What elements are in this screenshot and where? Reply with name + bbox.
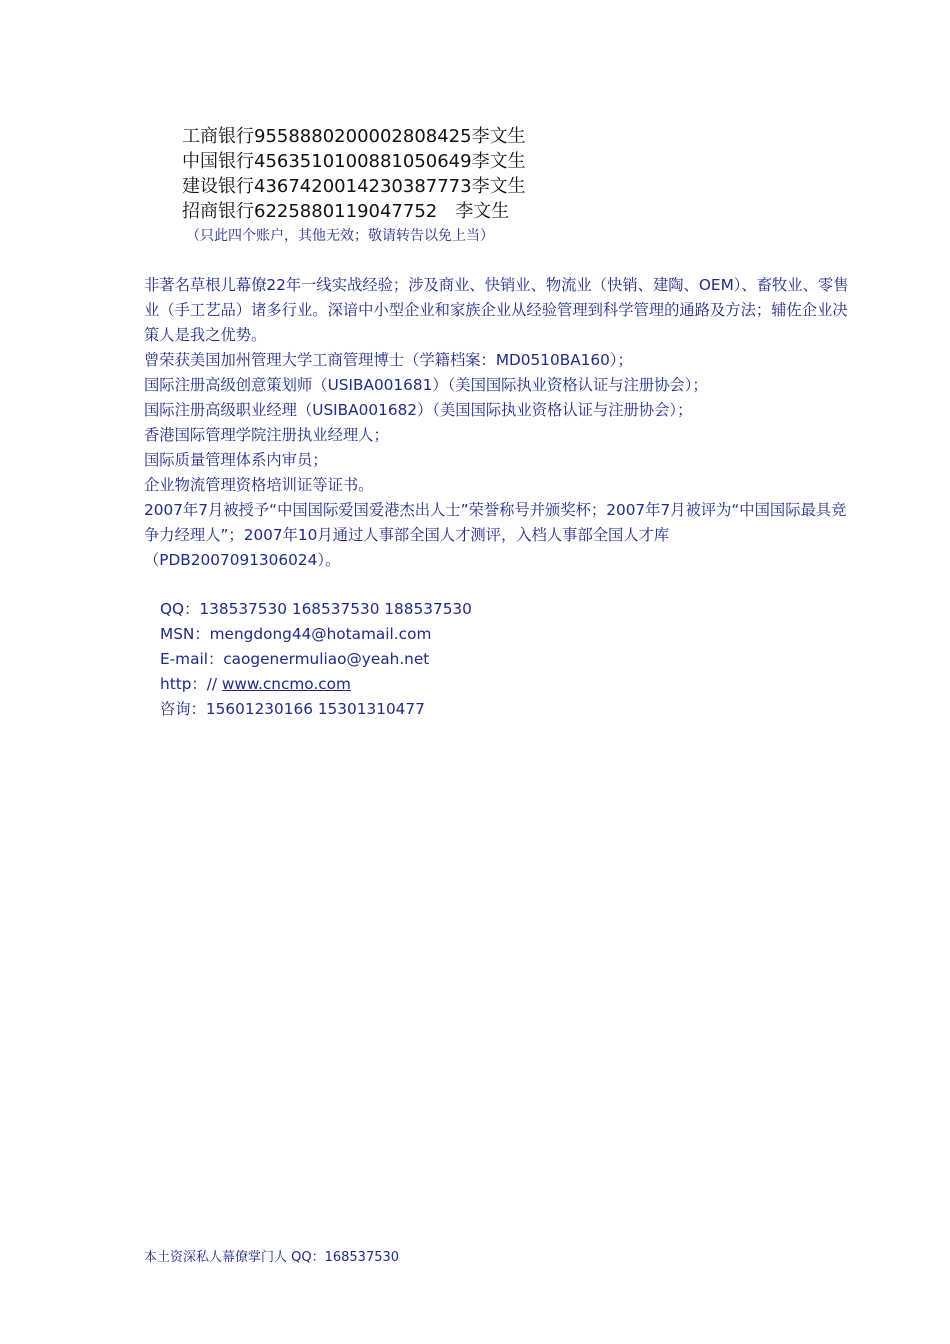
bank-warning-note: （只此四个账户，其他无效；敬请转告以免上当） [186,228,494,244]
bank-account-line [182,149,526,174]
bio-credential-line: 国际注册高级职业经理（USIBA001682）（美国国际执业资格认证与注册协会）； [144,401,693,419]
bio-paragraph-awards: 2007年7月被授予“中国国际爱国爱港杰出人士”荣誉称号并颁奖杯；2007年7月被评为“中国国际最具竞争力经理人”；2007年10月通过人事部全国人才测评，入档人事部全国人才库（PDB2007091306024）。 [144,501,847,569]
contact-email [160,647,472,672]
bio-credential-line: 国际质量管理体系内审员； [144,451,328,469]
bank-account-line [182,124,526,149]
bank-name: 工商银行 [182,126,254,147]
bio-credential-line: 国际注册高级创意策划师（USIBA001681）（美国国际执业资格认证与注册协会）； [144,376,708,394]
contact-msn [160,622,472,647]
bio-credential-line: 曾荣获美国加州管理大学工商管理博士（学籍档案：MD0510BA160）； [144,351,633,369]
bank-name: 中国银行 [182,151,254,172]
email-value: caogenermuliao@yeah.net [223,650,430,668]
contact-consult [160,697,472,722]
http-label: http：// [160,675,218,693]
page-footer: 本土资深私人幕僚掌门人 QQ：168537530 [144,1250,400,1265]
bank-name: 建设银行 [182,176,254,197]
bank-account-number: 9558880200002808425 [254,126,472,147]
contact-website [160,672,472,697]
bank-name: 招商银行 [182,201,254,222]
bank-account-list [182,124,526,224]
consult-label: 咨询： [160,700,206,718]
bank-account-line [182,174,526,199]
email-label: E-mail： [160,650,224,668]
msn-value: mengdong44@hotamail.com [209,625,432,643]
bio-credential-line: 香港国际管理学院注册执业经理人； [144,426,389,444]
biography-section [144,273,854,573]
bank-account-number: 4367420014230387773 [254,176,472,197]
qq-value: 138537530 168537530 188537530 [199,600,472,618]
bank-account-line [182,199,526,224]
bank-account-number: 4563510100881050649 [254,151,472,172]
msn-label: MSN： [160,625,210,643]
consult-value: 15601230166 15301310477 [205,700,425,718]
bio-paragraph-experience: 非著名草根儿幕僚22年一线实战经验；涉及商业、快销业、物流业（快销、建陶、OEM）、畜牧业、零售业（手工艺品）诸多行业。深谙中小型企业和家族企业从经验管理到科学管理的通路及方法；辅佐企业决策人是我之优势。 [144,276,849,344]
account-holder: 李文生 [455,201,510,222]
contact-qq [160,597,472,622]
account-holder: 李文生 [471,151,526,172]
bank-account-number: 6225880119047752 [254,201,438,222]
bio-credential-line: 企业物流管理资格培训证等证书。 [144,476,374,494]
account-holder: 李文生 [471,126,526,147]
account-holder: 李文生 [471,176,526,197]
qq-label: QQ： [160,600,200,618]
contact-section [160,597,472,722]
website-link[interactable]: www.cncmo.com [221,675,351,693]
